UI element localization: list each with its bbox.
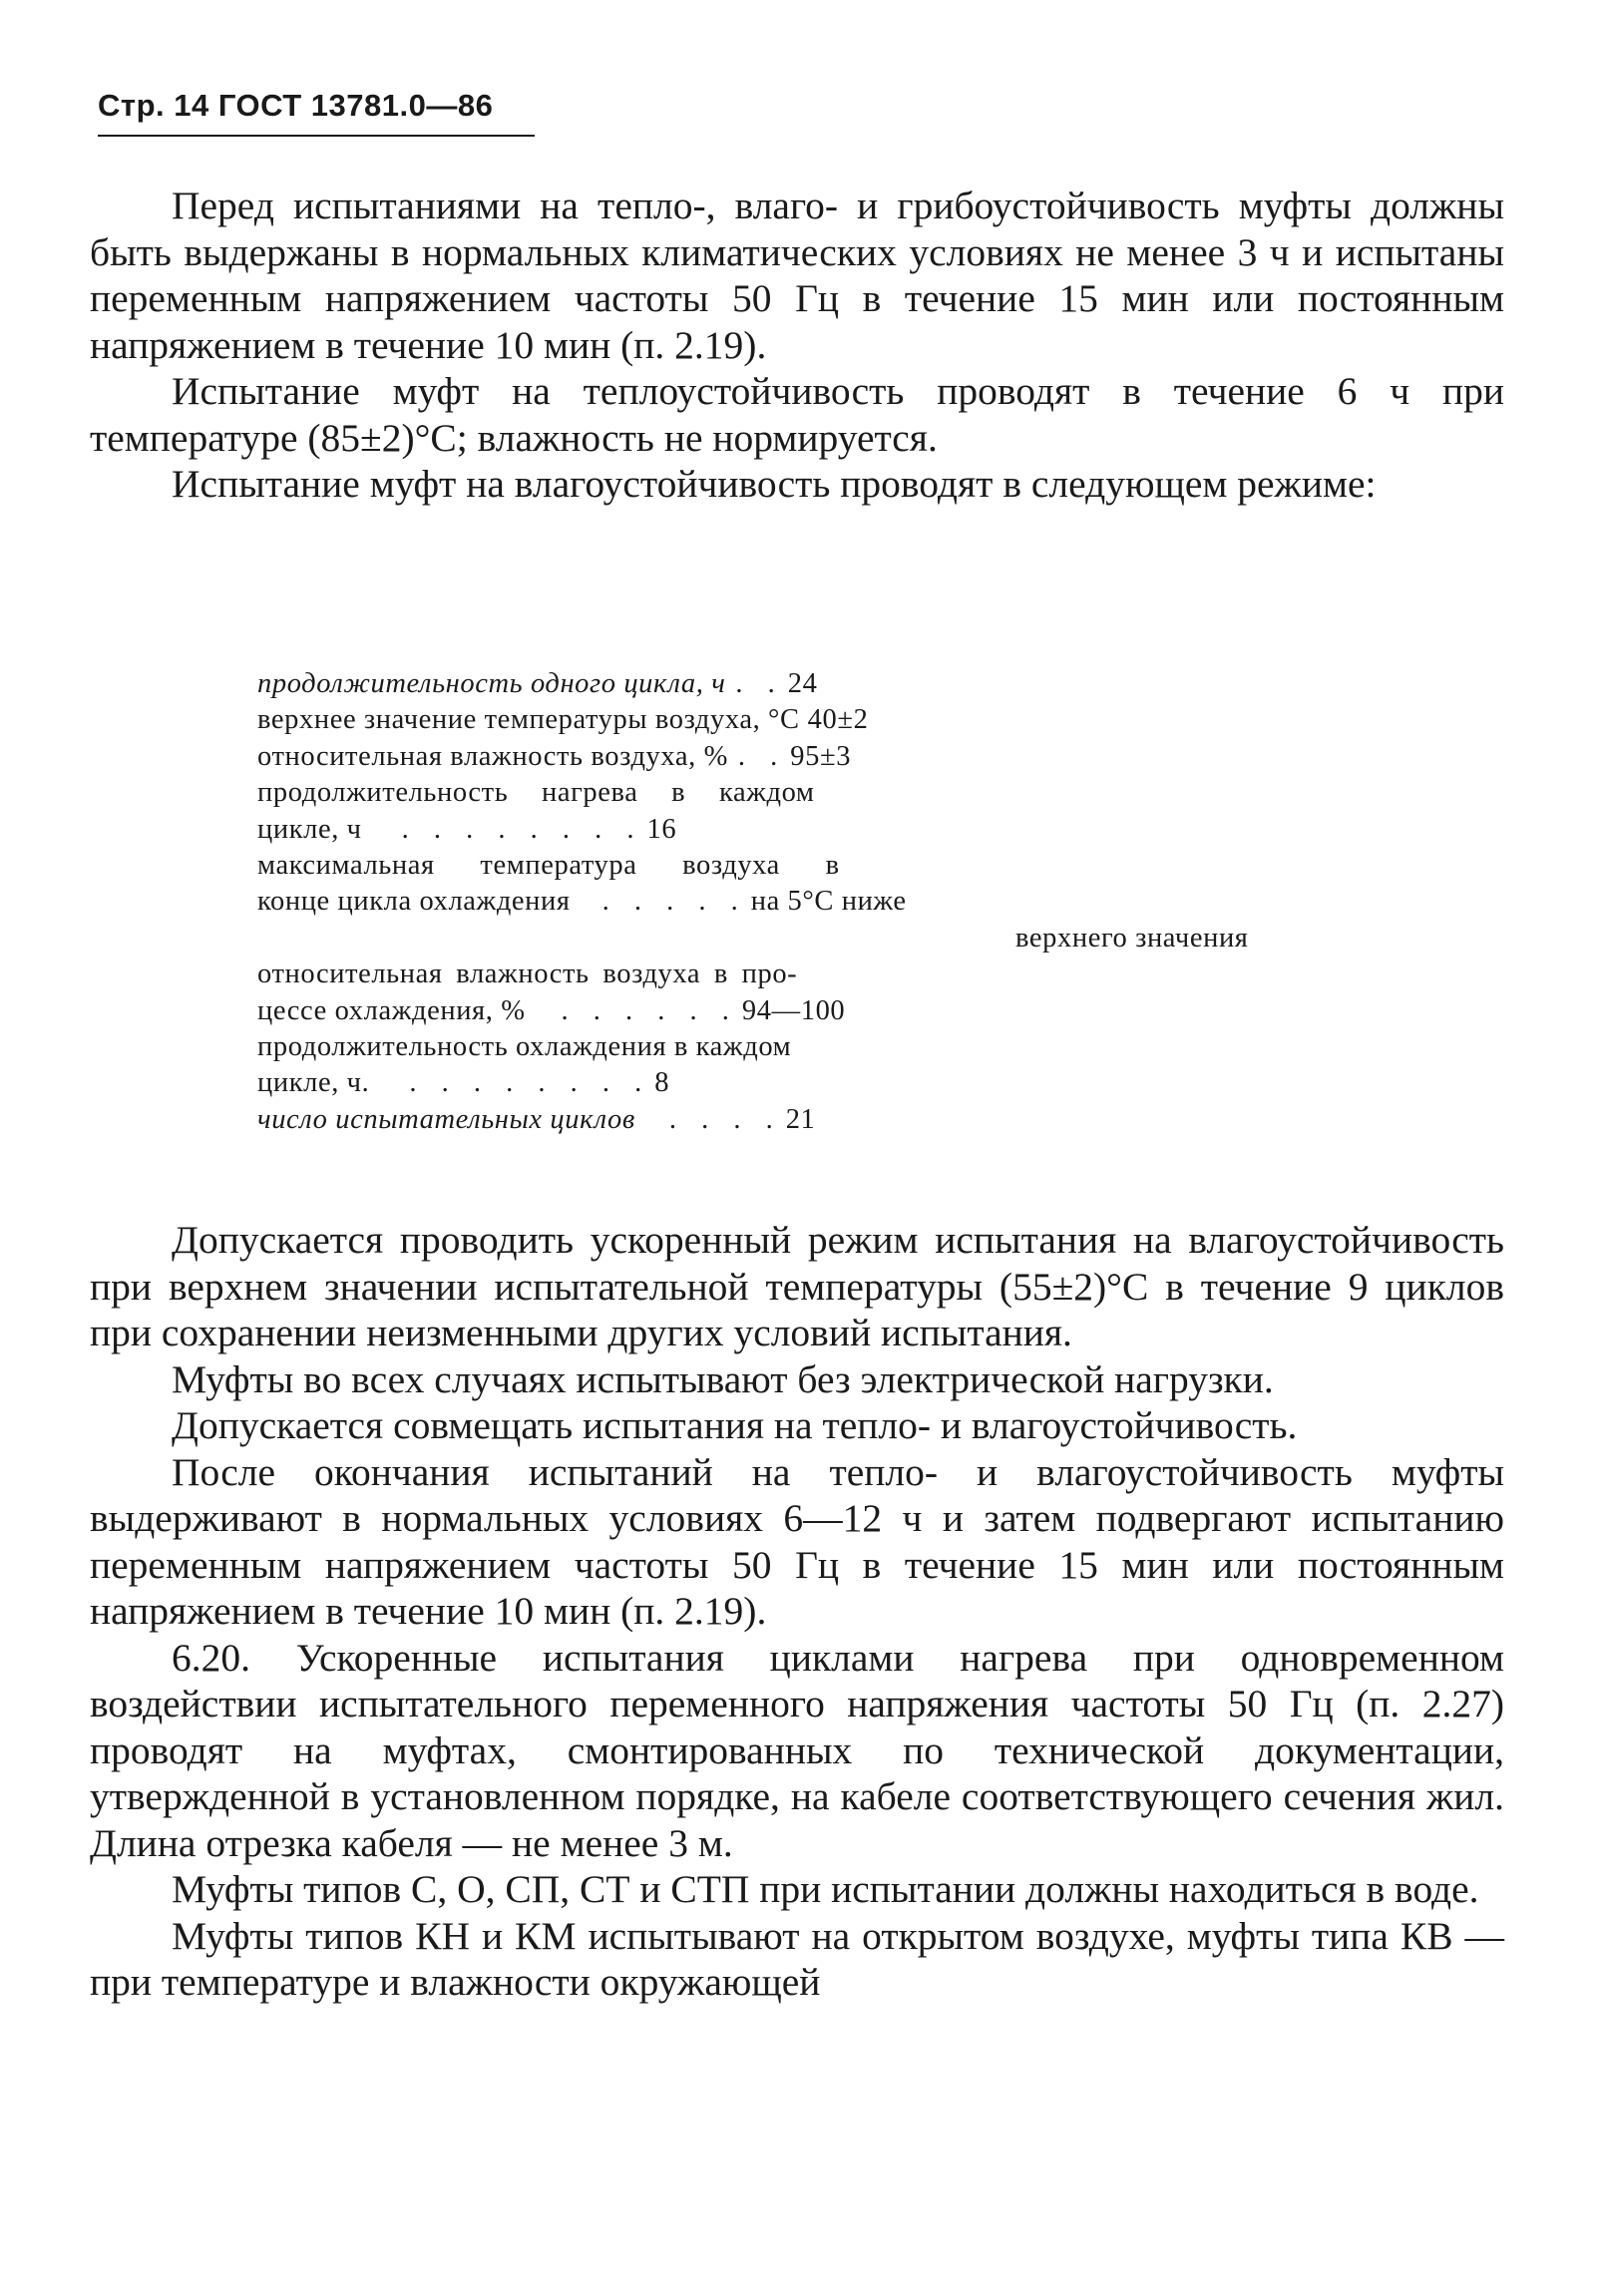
paragraph-heat-test: Испытание муфт на теплоустойчивость проводят в течение 6 ч при температуре (85±2)°С; влажность не нормируется. <box>90 369 1504 460</box>
spec-dots: . . . . . . <box>561 994 738 1026</box>
spec-value: 8 <box>654 1067 670 1099</box>
spec-dots: . . . . . . . . <box>401 813 643 845</box>
spec-dots: . . <box>735 668 784 699</box>
spec-dots: . . . . <box>668 1103 782 1135</box>
spec-label: максимальная температура воздуха в <box>257 850 840 882</box>
spec-label: число испытательных циклов <box>257 1103 635 1135</box>
paragraph-open-air-test: Муфты типов КН и КМ испытывают на открытом воздухе, муфты типа КВ — при температуре и влажности окружающей <box>90 1913 1504 2004</box>
paragraph-pretest-conditioning: Перед испытаниями на тепло-, влаго- и грибоустойчивость муфты должны быть выдержаны в нормальных климатических условиях не менее 3 ч и испытаны переменным напряжением частоты 50 Гц в течение 15 мин или постоянным напряжением в течение 10 мин (п. 2.19). <box>90 184 1504 367</box>
paragraph-after-tests: После окончания испытаний на тепло- и влагоустойчивость муфты выдерживают в нормальных условиях 6—12 ч и затем подвергают испытанию переменным напряжением частоты 50 Гц в течение 15 мин или постоянным напряжением в течение 10 мин (п. 2.19). <box>90 1449 1504 1633</box>
paragraph-humidity-test-intro: Испытание муфт на влагоустойчивость проводят в следующем режиме: <box>172 462 1377 506</box>
spec-row <box>257 1029 1335 1065</box>
spec-label: цикле, ч. <box>257 1067 370 1099</box>
spec-value: 21 <box>785 1103 816 1135</box>
spec-value: 94—100 <box>741 994 846 1026</box>
spec-value: 24 <box>787 668 818 699</box>
spec-label: цикле, ч <box>257 813 362 845</box>
spec-row <box>257 993 1335 1029</box>
intro-text-block <box>90 183 1504 508</box>
spec-label: конце цикла охлаждения <box>257 886 571 918</box>
spec-row <box>257 775 1335 811</box>
spec-label: верхнее значение температуры воздуха, °С <box>257 704 800 736</box>
spec-row <box>257 739 1335 775</box>
spec-value: 40±2 <box>807 704 869 736</box>
spec-value: 16 <box>646 813 677 845</box>
spec-label: относительная влажность воздуха в про- <box>257 958 798 990</box>
spec-label: относительная влажность воздуха, % <box>257 740 728 772</box>
spec-dots: . . . . . <box>601 886 747 918</box>
spec-row <box>257 666 1335 702</box>
spec-row <box>257 1065 1335 1101</box>
spec-row <box>257 812 1335 848</box>
spec-label: продолжительность охлаждения в каждом <box>257 1031 792 1063</box>
spec-row <box>257 957 1335 992</box>
spec-row <box>257 921 1335 957</box>
spec-value: на 5°С ниже <box>750 886 907 918</box>
spec-row <box>257 884 1335 920</box>
spec-row <box>257 1102 1335 1138</box>
paragraph-water-test: Муфты типов С, О, СП, СТ и СТП при испытании должны находиться в воде. <box>172 1867 1479 1911</box>
spec-row <box>257 848 1335 884</box>
main-text-block <box>90 1217 1504 2006</box>
spec-value: верхнего значения <box>1015 922 1249 954</box>
spec-row <box>257 702 1335 738</box>
page-header: Стр. 14 ГОСТ 13781.0—86 <box>98 88 494 123</box>
humidity-test-spec-list <box>257 666 1335 1138</box>
spec-dots: . . <box>737 740 787 772</box>
spec-value: 95±3 <box>790 740 852 772</box>
spec-label: продолжительность одного цикла, ч <box>257 668 726 699</box>
paragraph-accelerated-humidity: Допускается проводить ускоренный режим испытания на влагоустойчивость при верхнем значении испытательной температуры (55±2)°С в течение 9 циклов при сохранении неизменными других условий испытания. <box>90 1218 1504 1354</box>
paragraph-combined-tests: Допускается совмещать испытания на тепло- и влагоустойчивость. <box>172 1403 1298 1447</box>
spec-label: цессе охлаждения, % <box>257 994 526 1026</box>
spec-label: продолжительность нагрева в каждом <box>257 777 815 809</box>
spec-dots: . . . . . . . . <box>409 1067 651 1099</box>
paragraph-no-load: Муфты во всех случаях испытывают без электрической нагрузки. <box>172 1356 1274 1401</box>
header-rule <box>98 135 535 137</box>
paragraph-clause-6-20: 6.20. Ускоренные испытания циклами нагрева при одновременном воздействии испытательного переменного напряжения частоты 50 Гц (п. 2.27) проводят на муфтах, смонтированных по технической документации, утвержденной в установленном порядке, на кабеле соответствующего сечения жил. Длина отрезка кабеля — не менее 3 м. <box>90 1635 1504 1865</box>
